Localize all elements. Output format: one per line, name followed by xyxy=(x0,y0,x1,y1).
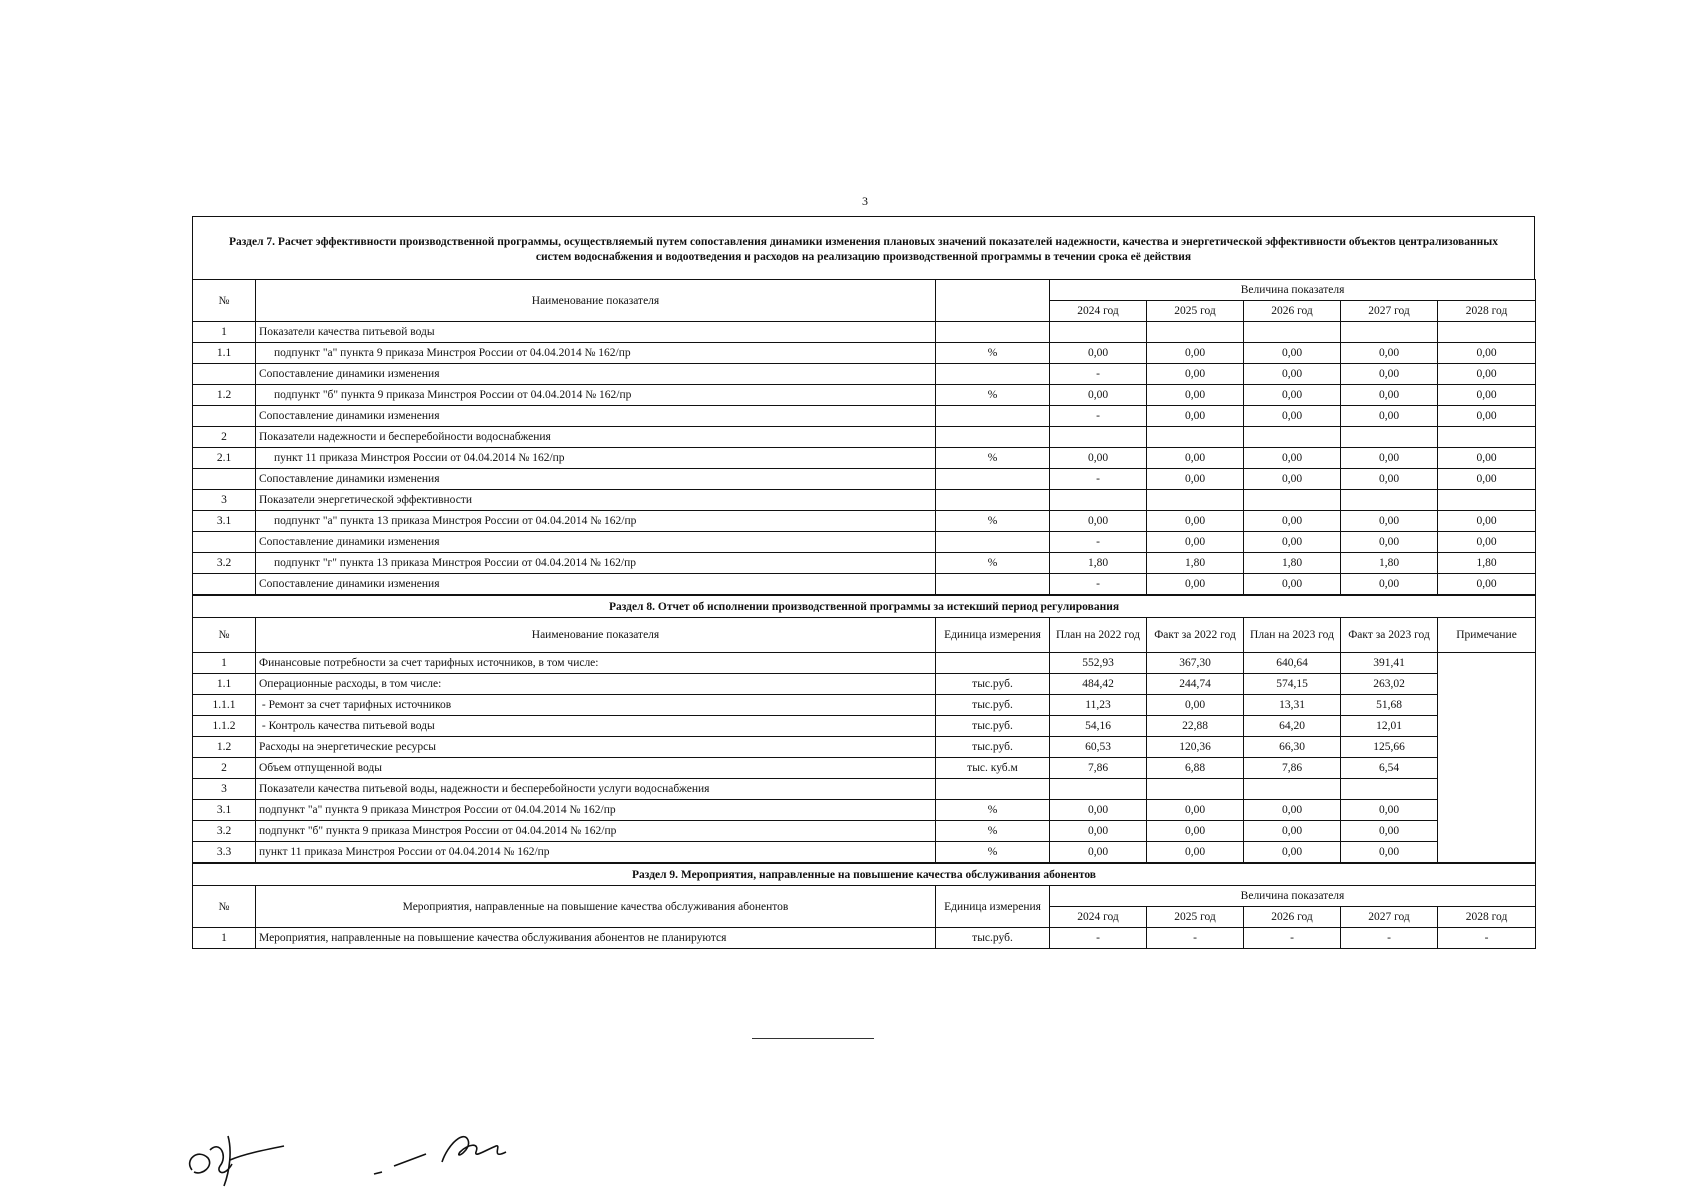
value-cell: 66,30 xyxy=(1244,737,1341,758)
value-cell: 0,00 xyxy=(1438,532,1536,553)
value-cell: - xyxy=(1147,928,1244,949)
value-cell: 7,86 xyxy=(1244,758,1341,779)
row-number: 3.3 xyxy=(193,842,256,863)
table-row xyxy=(193,469,1536,490)
value-cell xyxy=(1244,779,1341,800)
value-cell: 60,53 xyxy=(1050,737,1147,758)
row-number: 2.1 xyxy=(193,448,256,469)
row-number: 3.1 xyxy=(193,800,256,821)
row-name: Сопоставление динамики изменения xyxy=(256,469,936,490)
row-name: Показатели энергетической эффективности xyxy=(256,490,936,511)
section8-table xyxy=(192,595,1536,863)
value-cell xyxy=(1341,322,1438,343)
row-name: Расходы на энергетические ресурсы xyxy=(256,737,936,758)
value-cell: 12,01 xyxy=(1341,716,1438,737)
section9-table xyxy=(192,863,1536,949)
row-unit: % xyxy=(936,448,1050,469)
s9-col-unit-header: Единица измерения xyxy=(936,886,1050,928)
value-cell: 0,00 xyxy=(1147,842,1244,863)
value-cell: 0,00 xyxy=(1050,385,1147,406)
row-number: 1 xyxy=(193,322,256,343)
value-cell: 263,02 xyxy=(1341,674,1438,695)
document-body xyxy=(192,216,1535,949)
row-name: пункт 11 приказа Минстроя России от 04.04.2014 № 162/пр xyxy=(256,448,936,469)
row-number: 3 xyxy=(193,490,256,511)
section8-title: Раздел 8. Отчет об исполнении производственной программы за истекший период регулирования xyxy=(193,596,1536,618)
year-header: 2026 год xyxy=(1244,907,1341,928)
row-number: 3.2 xyxy=(193,553,256,574)
table-row xyxy=(193,674,1536,695)
row-unit xyxy=(936,469,1050,490)
row-name: Сопоставление динамики изменения xyxy=(256,406,936,427)
s8-col-unit-header: Единица измерения xyxy=(936,618,1050,653)
value-cell: 0,00 xyxy=(1244,385,1341,406)
year-header: 2025 год xyxy=(1147,907,1244,928)
row-name: Сопоставление динамики изменения xyxy=(256,364,936,385)
col-unit-header xyxy=(936,280,1050,322)
year-header: 2027 год xyxy=(1341,907,1438,928)
value-cell xyxy=(1244,427,1341,448)
value-cell: - xyxy=(1050,469,1147,490)
col-name-header: Наименование показателя xyxy=(256,280,936,322)
row-name: Показатели качества питьевой воды xyxy=(256,322,936,343)
value-cell: 1,80 xyxy=(1050,553,1147,574)
value-cell: 0,00 xyxy=(1244,448,1341,469)
table-row xyxy=(193,490,1536,511)
value-cell xyxy=(1438,490,1536,511)
table-row xyxy=(193,574,1536,595)
row-name: Сопоставление динамики изменения xyxy=(256,574,936,595)
value-cell: 22,88 xyxy=(1147,716,1244,737)
row-number: 2 xyxy=(193,758,256,779)
row-number: 2 xyxy=(193,427,256,448)
value-cell: 0,00 xyxy=(1341,532,1438,553)
value-cell: 0,00 xyxy=(1438,343,1536,364)
row-number: 1 xyxy=(193,653,256,674)
year-header: 2027 год xyxy=(1341,301,1438,322)
value-cell: 7,86 xyxy=(1050,758,1147,779)
value-cell xyxy=(1147,322,1244,343)
s9-col-name-header: Мероприятия, направленные на повышение качества обслуживания абонентов xyxy=(256,886,936,928)
value-cell: 0,00 xyxy=(1341,364,1438,385)
value-cell: - xyxy=(1050,532,1147,553)
row-number xyxy=(193,364,256,385)
row-name: подпункт "г" пункта 13 приказа Минстроя России от 04.04.2014 № 162/пр xyxy=(256,553,936,574)
value-cell: 0,00 xyxy=(1147,469,1244,490)
value-cell: - xyxy=(1341,928,1438,949)
value-cell: - xyxy=(1050,406,1147,427)
row-unit: тыс.руб. xyxy=(936,695,1050,716)
value-cell: 0,00 xyxy=(1341,574,1438,595)
value-cell: 6,54 xyxy=(1341,758,1438,779)
value-cell: 0,00 xyxy=(1050,800,1147,821)
table-row xyxy=(193,716,1536,737)
value-cell xyxy=(1341,427,1438,448)
row-name: подпункт "б" пункта 9 приказа Минстроя России от 04.04.2014 № 162/пр xyxy=(256,385,936,406)
table-row xyxy=(193,364,1536,385)
year-header: 2025 год xyxy=(1147,301,1244,322)
value-cell: 0,00 xyxy=(1147,695,1244,716)
row-unit xyxy=(936,574,1050,595)
value-cell: - xyxy=(1050,928,1147,949)
table-row xyxy=(193,322,1536,343)
col-num-header: № xyxy=(193,280,256,322)
value-cell: 0,00 xyxy=(1050,343,1147,364)
value-cell: 0,00 xyxy=(1244,511,1341,532)
value-cell xyxy=(1341,490,1438,511)
row-number xyxy=(193,469,256,490)
table-row xyxy=(193,511,1536,532)
value-cell: 1,80 xyxy=(1147,553,1244,574)
value-cell xyxy=(1147,779,1244,800)
value-cell: 640,64 xyxy=(1244,653,1341,674)
row-number xyxy=(193,574,256,595)
value-cell: 0,00 xyxy=(1147,800,1244,821)
value-cell: 0,00 xyxy=(1147,406,1244,427)
row-name: Объем отпущенной воды xyxy=(256,758,936,779)
table-row xyxy=(193,842,1536,863)
row-name: подпункт "а" пункта 9 приказа Минстроя России от 04.04.2014 № 162/пр xyxy=(256,343,936,364)
value-cell: 54,16 xyxy=(1050,716,1147,737)
table-row xyxy=(193,532,1536,553)
table-row xyxy=(193,427,1536,448)
s8-col-fact-2022-header: Факт за 2022 год xyxy=(1147,618,1244,653)
value-cell: 0,00 xyxy=(1438,574,1536,595)
value-cell: 0,00 xyxy=(1438,406,1536,427)
s8-col-name-header: Наименование показателя xyxy=(256,618,936,653)
value-cell: 0,00 xyxy=(1341,343,1438,364)
table-row xyxy=(193,343,1536,364)
value-cell xyxy=(1050,779,1147,800)
value-cell: 367,30 xyxy=(1147,653,1244,674)
table-row xyxy=(193,553,1536,574)
value-cell: 0,00 xyxy=(1244,406,1341,427)
value-cell: 0,00 xyxy=(1050,448,1147,469)
value-cell: 391,41 xyxy=(1341,653,1438,674)
s8-col-num-header: № xyxy=(193,618,256,653)
value-cell: 0,00 xyxy=(1244,343,1341,364)
table-row xyxy=(193,406,1536,427)
value-cell xyxy=(1050,427,1147,448)
value-cell: 0,00 xyxy=(1438,448,1536,469)
value-cell: 120,36 xyxy=(1147,737,1244,758)
value-cell: 0,00 xyxy=(1147,343,1244,364)
table-row xyxy=(193,800,1536,821)
value-cell xyxy=(1147,490,1244,511)
col-value-header: Величина показателя xyxy=(1050,280,1536,301)
value-cell: 0,00 xyxy=(1244,532,1341,553)
value-cell: 6,88 xyxy=(1147,758,1244,779)
row-name: Сопоставление динамики изменения xyxy=(256,532,936,553)
value-cell: 0,00 xyxy=(1438,364,1536,385)
row-number: 1 xyxy=(193,928,256,949)
value-cell: 0,00 xyxy=(1341,821,1438,842)
value-cell: 0,00 xyxy=(1341,406,1438,427)
section9-title: Раздел 9. Мероприятия, направленные на повышение качества обслуживания абонентов xyxy=(193,864,1536,886)
value-cell: 0,00 xyxy=(1438,385,1536,406)
divider-line xyxy=(752,1038,874,1039)
value-cell xyxy=(1244,322,1341,343)
table-row xyxy=(193,928,1536,949)
value-cell: 0,00 xyxy=(1341,800,1438,821)
row-name: Показатели надежности и бесперебойности водоснабжения xyxy=(256,427,936,448)
value-cell: 484,42 xyxy=(1050,674,1147,695)
row-name: - Контроль качества питьевой воды xyxy=(256,716,936,737)
row-unit xyxy=(936,364,1050,385)
year-header: 2028 год xyxy=(1438,907,1536,928)
row-number: 3 xyxy=(193,779,256,800)
row-unit: % xyxy=(936,511,1050,532)
value-cell: - xyxy=(1050,574,1147,595)
value-cell xyxy=(1050,322,1147,343)
signature-1 xyxy=(180,1120,300,1192)
value-cell: 0,00 xyxy=(1244,842,1341,863)
value-cell: 0,00 xyxy=(1147,511,1244,532)
value-cell: 51,68 xyxy=(1341,695,1438,716)
year-header: 2026 год xyxy=(1244,301,1341,322)
row-number xyxy=(193,406,256,427)
value-cell: 552,93 xyxy=(1050,653,1147,674)
table-row xyxy=(193,821,1536,842)
value-cell: - xyxy=(1438,928,1536,949)
section7-title: Раздел 7. Расчет эффективности производственной программы, осуществляемый путем сопоставления динамики изменения плановых значений показателей надежности, качества и энергетической эффективности объектов централизованных систем водоснабжения и водоотведения и расходов на реализацию производственной программы в течении срока её действия xyxy=(192,216,1535,279)
row-unit: % xyxy=(936,385,1050,406)
s9-col-value-header: Величина показателя xyxy=(1050,886,1536,907)
value-cell: 0,00 xyxy=(1438,469,1536,490)
s8-col-note-header: Примечание xyxy=(1438,618,1536,653)
value-cell: 0,00 xyxy=(1147,821,1244,842)
value-cell: 11,23 xyxy=(1050,695,1147,716)
table-row xyxy=(193,695,1536,716)
value-cell: 0,00 xyxy=(1438,511,1536,532)
year-header: 2024 год xyxy=(1050,907,1147,928)
year-header: 2028 год xyxy=(1438,301,1536,322)
table-row xyxy=(193,737,1536,758)
row-number xyxy=(193,532,256,553)
table-row xyxy=(193,385,1536,406)
row-name: подпункт "б" пункта 9 приказа Минстроя России от 04.04.2014 № 162/пр xyxy=(256,821,936,842)
value-cell: 0,00 xyxy=(1244,469,1341,490)
value-cell: - xyxy=(1244,928,1341,949)
page-number: 3 xyxy=(862,194,868,208)
s8-col-plan-2022-header: План на 2022 год xyxy=(1050,618,1147,653)
row-unit: тыс.руб. xyxy=(936,674,1050,695)
value-cell: 0,00 xyxy=(1147,574,1244,595)
value-cell xyxy=(1147,427,1244,448)
row-unit: % xyxy=(936,343,1050,364)
section7-table xyxy=(192,279,1536,595)
value-cell: 0,00 xyxy=(1147,385,1244,406)
row-unit xyxy=(936,406,1050,427)
row-unit: % xyxy=(936,842,1050,863)
row-unit: % xyxy=(936,800,1050,821)
value-cell: 0,00 xyxy=(1147,448,1244,469)
table-row xyxy=(193,653,1536,674)
value-cell: 0,00 xyxy=(1341,511,1438,532)
value-cell xyxy=(1050,490,1147,511)
row-unit: % xyxy=(936,553,1050,574)
value-cell: 0,00 xyxy=(1050,821,1147,842)
value-cell: 0,00 xyxy=(1147,532,1244,553)
year-header: 2024 год xyxy=(1050,301,1147,322)
row-number: 1.2 xyxy=(193,385,256,406)
row-unit: % xyxy=(936,821,1050,842)
s8-col-fact-2023-header: Факт за 2023 год xyxy=(1341,618,1438,653)
value-cell: 1,80 xyxy=(1244,553,1341,574)
value-cell: 0,00 xyxy=(1244,800,1341,821)
row-unit: тыс.руб. xyxy=(936,716,1050,737)
row-name: подпункт "а" пункта 13 приказа Минстроя России от 04.04.2014 № 162/пр xyxy=(256,511,936,532)
row-unit xyxy=(936,322,1050,343)
row-name: пункт 11 приказа Минстроя России от 04.04.2014 № 162/пр xyxy=(256,842,936,863)
row-number: 1.1.1 xyxy=(193,695,256,716)
table-row xyxy=(193,758,1536,779)
row-name: Показатели качества питьевой воды, надежности и бесперебойности услуги водоснабжения xyxy=(256,779,936,800)
row-number: 3.2 xyxy=(193,821,256,842)
table-row xyxy=(193,779,1536,800)
row-number: 3.1 xyxy=(193,511,256,532)
row-name: Финансовые потребности за счет тарифных источников, в том числе: xyxy=(256,653,936,674)
row-number: 1.1.2 xyxy=(193,716,256,737)
s9-col-num-header: № xyxy=(193,886,256,928)
value-cell: 0,00 xyxy=(1341,842,1438,863)
value-cell: 1,80 xyxy=(1341,553,1438,574)
value-cell: 1,80 xyxy=(1438,553,1536,574)
value-cell: 0,00 xyxy=(1050,511,1147,532)
row-unit: тыс.руб. xyxy=(936,737,1050,758)
value-cell: 0,00 xyxy=(1341,385,1438,406)
row-unit: тыс.руб. xyxy=(936,928,1050,949)
value-cell: 0,00 xyxy=(1341,448,1438,469)
value-cell: 244,74 xyxy=(1147,674,1244,695)
row-name: Операционные расходы, в том числе: xyxy=(256,674,936,695)
value-cell xyxy=(1438,322,1536,343)
signature-2 xyxy=(368,1122,528,1182)
value-cell xyxy=(1341,779,1438,800)
row-unit xyxy=(936,532,1050,553)
value-cell: 13,31 xyxy=(1244,695,1341,716)
row-unit: тыс. куб.м xyxy=(936,758,1050,779)
row-unit xyxy=(936,779,1050,800)
row-unit xyxy=(936,490,1050,511)
value-cell xyxy=(1438,427,1536,448)
value-cell: - xyxy=(1050,364,1147,385)
value-cell: 0,00 xyxy=(1244,821,1341,842)
value-cell: 0,00 xyxy=(1050,842,1147,863)
row-number: 1.1 xyxy=(193,674,256,695)
row-name: - Ремонт за счет тарифных источников xyxy=(256,695,936,716)
row-number: 1.2 xyxy=(193,737,256,758)
value-cell: 0,00 xyxy=(1341,469,1438,490)
row-name: подпункт "а" пункта 9 приказа Минстроя России от 04.04.2014 № 162/пр xyxy=(256,800,936,821)
value-cell: 0,00 xyxy=(1244,364,1341,385)
table-row xyxy=(193,448,1536,469)
value-cell: 574,15 xyxy=(1244,674,1341,695)
s8-col-plan-2023-header: План на 2023 год xyxy=(1244,618,1341,653)
value-cell: 0,00 xyxy=(1244,574,1341,595)
value-cell: 0,00 xyxy=(1147,364,1244,385)
value-cell: 125,66 xyxy=(1341,737,1438,758)
row-number: 1.1 xyxy=(193,343,256,364)
row-name: Мероприятия, направленные на повышение качества обслуживания абонентов не планируются xyxy=(256,928,936,949)
note-cell xyxy=(1438,653,1536,863)
row-unit xyxy=(936,427,1050,448)
value-cell: 64,20 xyxy=(1244,716,1341,737)
row-unit xyxy=(936,653,1050,674)
value-cell xyxy=(1244,490,1341,511)
